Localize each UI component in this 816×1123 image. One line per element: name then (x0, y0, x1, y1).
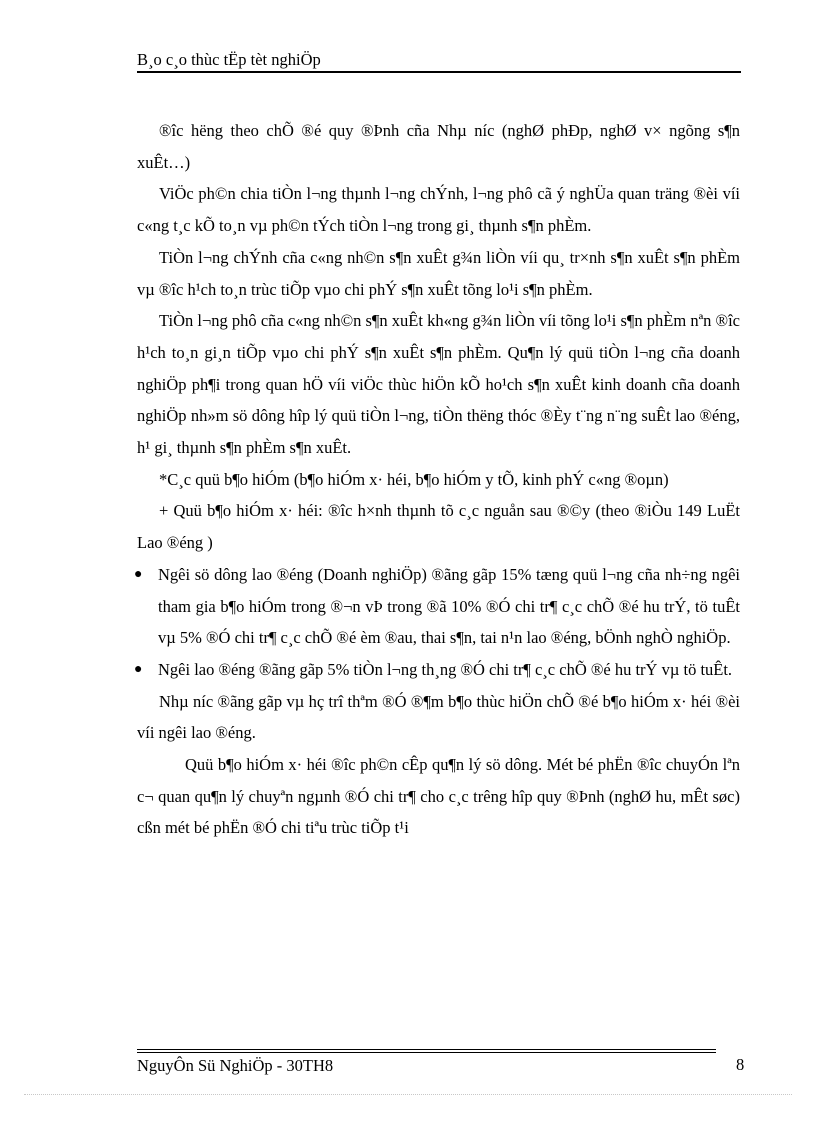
paragraph-fund-management: Quü b¶o hiÓm x· héi ®îc ph©n cÊp qu¶n lý sö dông. Mét bé phËn ®îc chuyÓn lªn c¬ quan qu¶n lý chuyªn ngµnh ®Ó chi tr¶ cho c¸c trêng hîp quy ®Þnh (nghØ hu, mÊt søc) cßn mét bé phËn ®Ó chi tiªu trùc tiÕp t¹i (137, 755, 740, 838)
paragraph-state-contribution: Nhµ níc ®ãng gãp vµ hç trî thªm ®Ó ®¶m b¶o thùc hiÖn chÕ ®é b¶o hiÓm x· héi ®èi víi ngêi lao ®éng. (137, 691, 740, 743)
paragraph-continuation: ®îc hëng theo chÕ ®é quy ®Þnh cña Nhµ níc (nghØ phÐp, nghØ v× ngõng s¶n xuÊt…) (137, 121, 740, 172)
footer-rule (137, 1052, 716, 1053)
paragraph-social-insurance-fund: + Quü b¶o hiÓm x· héi: ®îc h×nh thµnh tõ c¸c nguån sau ®©y (theo ®iÒu 149 LuËt Lao ®éng ) (137, 501, 740, 553)
list-item-text: Ngêi lao ®éng ®ãng gãp 5% tiÒn l¬ng th¸ng ®Ó chi tr¶ c¸c chÕ ®é hu trÝ vµ tö tuÊt. (158, 659, 733, 679)
document-body (134, 115, 740, 844)
paragraph-extra-salary: TiÒn l¬ng phô cña c«ng nh©n s¶n xuÊt kh«ng g¾n liÒn víi tõng lo¹i s¶n phÈm nªn ®îc h¹ch to¸n gi¸n tiÕp vµo chi phÝ s¶n xuÊt s¶n phÈm. Qu¶n lý quü tiÒn l¬ng cña doanh nghiÖp ph¶i trong quan hÖ víi viÖc thùc hiÖn kÕ ho¹ch s¶n xuÊt kinh doanh cña doanh nghiÖp nh»m sö dông hîp lý quü tiÒn l¬ng, tiÒn thëng thóc ®Èy t¨ng n¨ng suÊt lao ®éng, h¹ gi¸ thµnh s¶n phÈm s¶n xuÊt. (137, 311, 740, 458)
page-header-title: B¸o c¸o thùc tËp tèt nghiÖp (137, 50, 321, 69)
list-item (134, 654, 740, 686)
bullet-icon: ● (134, 661, 143, 677)
contribution-list (134, 559, 740, 686)
footer-author: NguyÔn Sü NghiÖp - 30TH8 (137, 1056, 334, 1075)
list-item (134, 559, 740, 654)
paragraph-salary-division: ViÖc ph©n chia tiÒn l¬ng thµnh l¬ng chÝnh, l¬ng phô cã ý nghÜa quan träng ®èi víi c«ng t¸c kÕ to¸n vµ ph©n tÝch tiÒn l¬ng trong gi¸ thµnh s¶n phÈm. (137, 184, 740, 236)
footer-rule (137, 1049, 716, 1050)
paragraph-main-salary: TiÒn l¬ng chÝnh cña c«ng nh©n s¶n xuÊt g¾n liÒn víi qu¸ tr×nh s¶n xuÊt s¶n phÈm vµ ®îc h¹ch to¸n trùc tiÕp vµo chi phÝ s¶n xuÊt tõng lo¹i s¶n phÈm. (137, 247, 740, 299)
bullet-icon: ● (134, 566, 143, 582)
page-edge-divider (24, 1094, 792, 1095)
page-number: 8 (736, 1055, 745, 1074)
list-item-text: Ngêi sö dông lao ®éng (Doanh nghiÖp) ®ãng gãp 15% tæng quü l¬ng cña nh÷ng ngêi tham gia b¶o hiÓm trong ®¬n vÞ trong ®ã 10% ®Ó chi tr¶ c¸c chÕ ®é hu trÝ, tö tuÊt vµ 5% ®Ó chi tr¶ c¸c chÕ ®é èm ®au, thai s¶n, tai n¹n lao ®éng, bÖnh nghÒ nghiÖp. (158, 564, 740, 648)
header-rule (137, 71, 741, 73)
paragraph-insurance-funds: *C¸c quü b¶o hiÓm (b¶o hiÓm x· héi, b¶o hiÓm y tÕ, kinh phÝ c«ng ®oµn) (159, 469, 669, 489)
